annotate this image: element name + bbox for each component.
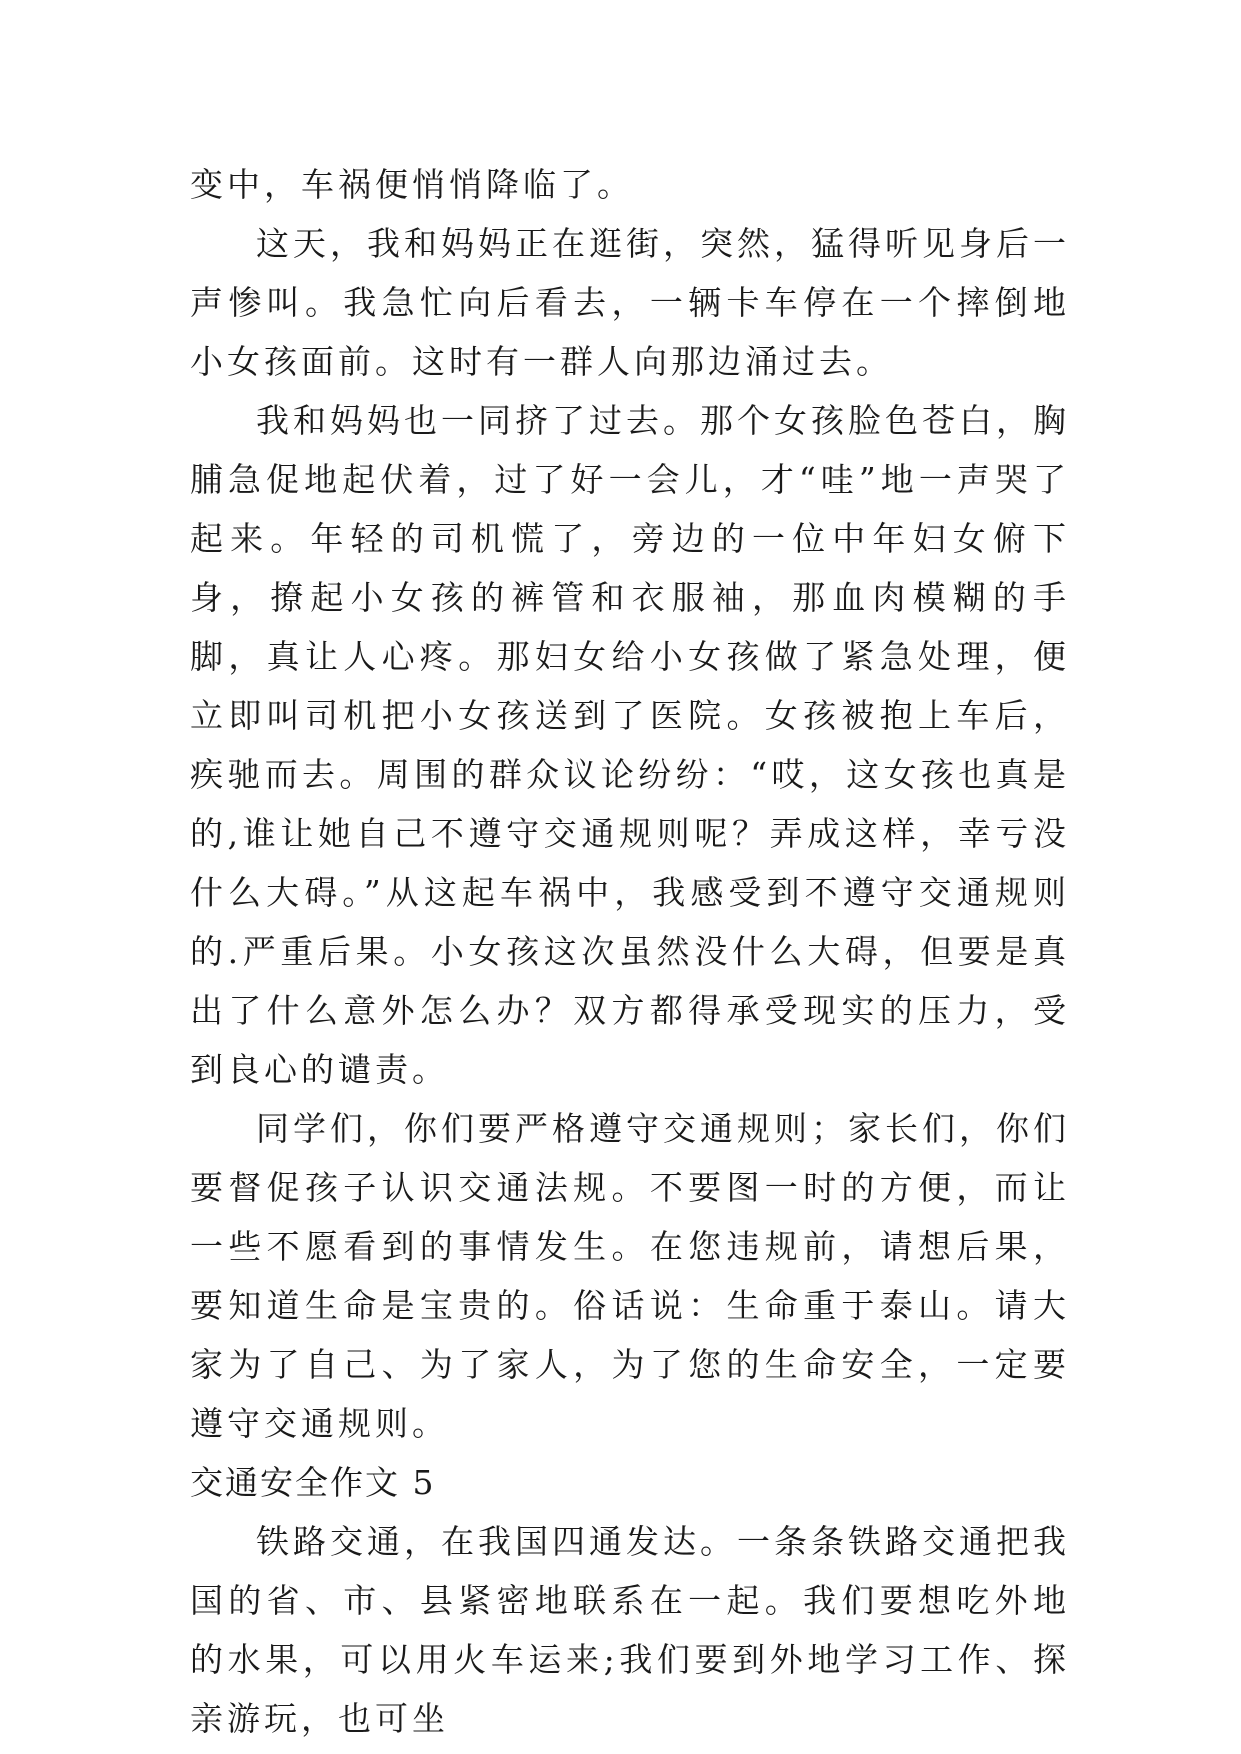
paragraph-4: 同学们，你们要严格遵守交通规则；家长们，你们要督促孩子认识交通法规。不要图一时的方便，而让一些不愿看到的事情发生。在您违规前，请想后果，要知道生命是宝贵的。俗话说：生命重于泰山。请大家为了自己、为了家人，为了您的生命安全，一定要遵守交通规则。 — [190, 1109, 1070, 1443]
section-heading: 交通安全作文 5 — [190, 1463, 436, 1502]
paragraph-2: 这天，我和妈妈正在逛街，突然，猛得听见身后一声惨叫。我急忙向后看去，一辆卡车停在一个摔倒地小女孩面前。这时有一群人向那边涌过去。 — [190, 224, 1070, 381]
paragraph-3: 我和妈妈也一同挤了过去。那个女孩脸色苍白，胸脯急促地起伏着，过了好一会儿，才“哇”地一声哭了起来。年轻的司机慌了，旁边的一位中年妇女俯下身，撩起小女孩的裤管和衣服袖，那血肉模糊的手脚，真让人心疼。那妇女给小女孩做了紧急处理，便立即叫司机把小女孩送到了医院。女孩被抱上车后，疾驰而去。周围的群众议论纷纷：“哎，这女孩也真是的,谁让她自己不遵守交通规则呢？弄成这样，幸亏没什么大碍。”从这起车祸中，我感受到不遵守交通规则的.严重后果。小女孩这次虽然没什么大碍，但要是真出了什么意外怎么办？双方都得承受现实的压力，受到良心的谴责。 — [190, 401, 1070, 1089]
paragraph-1: 变中，车祸便悄悄降临了。 — [190, 165, 634, 204]
document-body — [190, 155, 1070, 1748]
paragraph-5: 铁路交通，在我国四通发达。一条条铁路交通把我国的省、市、县紧密地联系在一起。我们要想吃外地的水果，可以用火车运来;我们要到外地学习工作、探亲游玩，也可坐 — [190, 1522, 1070, 1738]
